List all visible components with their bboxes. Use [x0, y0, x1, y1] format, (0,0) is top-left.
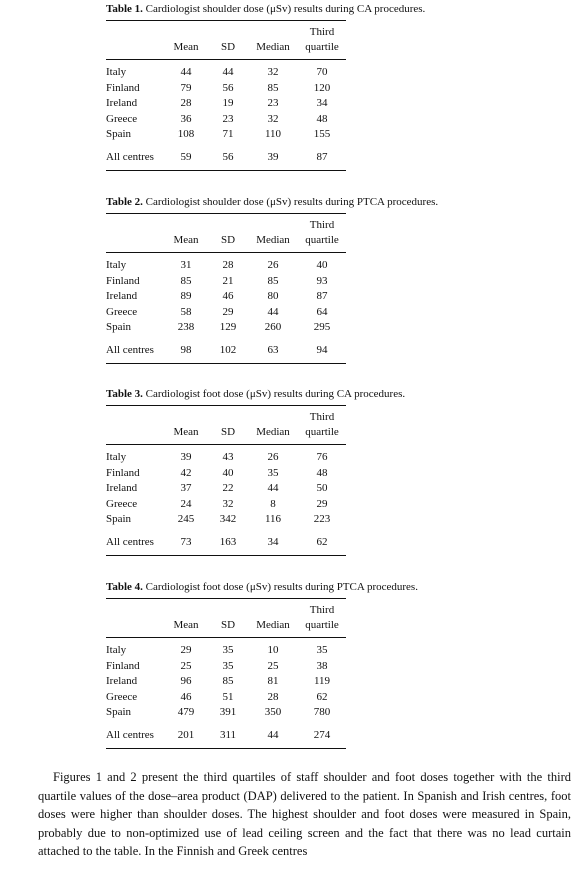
table-row [106, 320, 346, 336]
table-row [106, 674, 346, 690]
cell-sd: 102 [219, 343, 237, 356]
cell-sd: 342 [219, 513, 237, 525]
cell-third-quartile: 93 [316, 274, 328, 287]
table-row [106, 659, 346, 675]
row-label: Italy [106, 445, 164, 466]
col-header-quartile: quartile [305, 41, 339, 53]
table-row [106, 466, 346, 482]
table-label: Table 3. [106, 388, 143, 400]
data-table [106, 21, 346, 165]
cell-third-quartile: 70 [298, 60, 346, 81]
table-bottom-rule [106, 363, 346, 364]
table-row [106, 112, 346, 128]
cell-median: 116 [264, 513, 282, 525]
row-label: Greece [106, 305, 138, 318]
cell-mean: 85 [180, 274, 192, 287]
row-label: Italy [106, 638, 164, 659]
row-label: Spain [106, 513, 132, 525]
row-label: Ireland [106, 97, 138, 109]
data-table [106, 406, 346, 550]
cell-sd: 391 [219, 706, 237, 718]
cell-median: 44 [267, 305, 279, 318]
cell-mean: 31 [164, 253, 208, 274]
table-2 [106, 195, 439, 364]
cell-mean: 201 [177, 728, 195, 741]
cell-third-quartile: 35 [298, 638, 346, 659]
row-label-header [106, 599, 164, 638]
col-header-third: Third [309, 604, 335, 616]
table-row [106, 81, 346, 97]
row-label: Finland [106, 659, 140, 672]
cell-mean: 44 [164, 60, 208, 81]
cell-third-quartile: 29 [316, 497, 328, 510]
cell-mean: 245 [177, 513, 195, 525]
row-label: Spain [106, 706, 132, 718]
table-title: Cardiologist shoulder dose (μSv) results during PTCA procedures. [145, 196, 439, 208]
table-row [106, 60, 346, 81]
cell-median: 32 [248, 60, 298, 81]
cell-mean: 29 [164, 638, 208, 659]
row-label: Italy [106, 253, 164, 274]
cell-sd: 22 [222, 482, 234, 494]
col-header-quartile: quartile [305, 619, 339, 631]
col-header-quartile: quartile [305, 234, 339, 246]
cell-median: 260 [264, 321, 282, 333]
paragraph: Figures 1 and 2 present the third quartiles of staff shoulder and foot doses together with the third quartile values of the dose–area product (DAP) delivered to the patient. In Spanish and Irish centres, foot doses were higher than shoulder doses. The highest shoulder and foot doses were measured in Spain, probably due to non-optimized use of lead ceiling screen and the fact that there was no lead curtain attached to the table. In the Finnish and Greek centres [38, 770, 571, 859]
cell-mean: 479 [177, 706, 195, 718]
table-bottom-rule [106, 170, 346, 171]
row-label: Ireland [106, 675, 138, 687]
table-bottom-rule [106, 555, 346, 556]
cell-third-quartile: 50 [316, 482, 328, 494]
row-label: Spain [106, 321, 132, 333]
cell-mean: 25 [180, 659, 192, 672]
cell-third-quartile: 40 [298, 253, 346, 274]
cell-mean: 238 [177, 321, 195, 333]
row-label: Ireland [106, 482, 138, 494]
cell-mean: 37 [180, 482, 192, 494]
cell-sd: 29 [222, 305, 234, 318]
table-row [106, 705, 346, 721]
cell-third-quartile: 62 [316, 690, 328, 703]
table-row [106, 445, 346, 466]
table-total-row [106, 150, 346, 166]
cell-median: 10 [248, 638, 298, 659]
body-text [38, 768, 571, 861]
col-header-mean: Mean [173, 618, 199, 631]
table-spacer [106, 721, 346, 728]
table-row [106, 253, 346, 274]
table-spacer [106, 528, 346, 535]
col-header-median: Median [256, 40, 290, 53]
table-header-row [106, 21, 346, 60]
table-header-row [106, 406, 346, 445]
table-1 [106, 2, 426, 171]
cell-third-quartile: 48 [316, 112, 328, 125]
row-label: Spain [106, 128, 132, 140]
table-row [106, 512, 346, 528]
table-row [106, 497, 346, 513]
cell-median: 63 [267, 343, 279, 356]
cell-third-quartile: 155 [313, 128, 331, 140]
cell-mean: 46 [180, 690, 192, 703]
cell-sd: 44 [208, 60, 248, 81]
table-caption [106, 195, 439, 209]
table-row [106, 127, 346, 143]
table-title: Cardiologist foot dose (μSv) results during PTCA procedures. [145, 581, 418, 593]
data-table [106, 599, 346, 743]
cell-sd: 71 [222, 128, 234, 140]
cell-sd: 35 [222, 659, 234, 672]
cell-median: 25 [267, 659, 279, 672]
data-table [106, 214, 346, 358]
table-row [106, 638, 346, 659]
row-label: Greece [106, 112, 138, 125]
row-label: All centres [106, 535, 154, 548]
cell-median: 80 [267, 290, 279, 302]
col-header-median: Median [256, 618, 290, 631]
table-row [106, 289, 346, 305]
cell-median: 110 [264, 128, 282, 140]
table-spacer [106, 143, 346, 150]
col-header-third: Third [309, 26, 335, 38]
cell-sd: 19 [222, 97, 234, 109]
col-header-mean: Mean [173, 233, 199, 246]
cell-median: 8 [270, 497, 276, 510]
cell-sd: 46 [222, 290, 234, 302]
cell-third-quartile: 120 [313, 81, 331, 94]
table-total-row [106, 535, 346, 551]
cell-mean: 59 [180, 150, 192, 163]
cell-sd: 163 [219, 535, 237, 548]
cell-median: 350 [264, 706, 282, 718]
table-3 [106, 387, 406, 556]
cell-mean: 96 [180, 675, 192, 687]
cell-third-quartile: 223 [313, 513, 331, 525]
table-title: Cardiologist foot dose (μSv) results during CA procedures. [145, 388, 406, 400]
cell-third-quartile: 119 [313, 675, 331, 687]
cell-third-quartile: 38 [316, 659, 328, 672]
cell-median: 85 [267, 274, 279, 287]
cell-sd: 40 [222, 466, 234, 479]
col-header-sd: SD [220, 425, 236, 438]
cell-median: 81 [267, 675, 279, 687]
col-header-mean: Mean [173, 425, 199, 438]
cell-sd: 85 [222, 675, 234, 687]
table-header-row [106, 214, 346, 253]
row-label-header [106, 21, 164, 60]
cell-mean: 89 [180, 290, 192, 302]
col-header-mean: Mean [173, 40, 199, 53]
row-label: All centres [106, 343, 154, 356]
col-header-sd: SD [220, 618, 236, 631]
table-total-row [106, 728, 346, 744]
row-label: Finland [106, 81, 140, 94]
cell-median: 23 [267, 97, 279, 109]
cell-mean: 73 [180, 535, 192, 548]
cell-median: 34 [267, 535, 279, 548]
cell-sd: 35 [208, 638, 248, 659]
col-header-sd: SD [220, 40, 236, 53]
cell-third-quartile: 274 [313, 728, 331, 741]
cell-third-quartile: 94 [316, 343, 328, 356]
row-label: Finland [106, 466, 140, 479]
col-header-third: Third [309, 411, 335, 423]
table-bottom-rule [106, 748, 346, 749]
row-label: Ireland [106, 290, 138, 302]
cell-median: 35 [267, 466, 279, 479]
cell-mean: 79 [180, 81, 192, 94]
cell-sd: 32 [222, 497, 234, 510]
cell-third-quartile: 87 [316, 290, 328, 302]
cell-sd: 129 [219, 321, 237, 333]
table-label: Table 4. [106, 581, 143, 593]
cell-median: 26 [248, 253, 298, 274]
table-row [106, 481, 346, 497]
table-title: Cardiologist shoulder dose (μSv) results during CA procedures. [145, 3, 426, 15]
cell-third-quartile: 76 [298, 445, 346, 466]
cell-mean: 58 [180, 305, 192, 318]
col-header-median: Median [256, 425, 290, 438]
table-label: Table 2. [106, 196, 143, 208]
table-row [106, 96, 346, 112]
col-header-median: Median [256, 233, 290, 246]
cell-median: 44 [267, 482, 279, 494]
cell-third-quartile: 780 [313, 706, 331, 718]
cell-third-quartile: 62 [316, 535, 328, 548]
col-header-third: Third [309, 219, 335, 231]
cell-sd: 56 [222, 81, 234, 94]
row-label: Greece [106, 497, 138, 510]
table-caption [106, 580, 418, 594]
table-caption [106, 2, 426, 16]
cell-mean: 24 [180, 497, 192, 510]
col-header-third-quartile [298, 599, 346, 638]
table-4 [106, 580, 418, 749]
cell-third-quartile: 87 [316, 150, 328, 163]
cell-median: 85 [267, 81, 279, 94]
cell-mean: 36 [180, 112, 192, 125]
cell-mean: 98 [180, 343, 192, 356]
table-row [106, 690, 346, 706]
row-label: Greece [106, 690, 138, 703]
row-label-header [106, 214, 164, 253]
table-spacer [106, 336, 346, 343]
cell-third-quartile: 34 [316, 97, 328, 109]
cell-median: 39 [267, 150, 279, 163]
cell-sd: 43 [208, 445, 248, 466]
table-row [106, 274, 346, 290]
cell-sd: 311 [219, 728, 237, 741]
row-label-header [106, 406, 164, 445]
cell-third-quartile: 48 [316, 466, 328, 479]
col-header-third-quartile [298, 406, 346, 445]
table-caption [106, 387, 406, 401]
col-header-sd: SD [220, 233, 236, 246]
row-label: All centres [106, 150, 154, 163]
cell-mean: 108 [177, 128, 195, 140]
cell-third-quartile: 295 [313, 321, 331, 333]
col-header-third-quartile [298, 214, 346, 253]
cell-median: 44 [267, 728, 279, 741]
row-label: All centres [106, 728, 154, 741]
cell-sd: 28 [208, 253, 248, 274]
row-label: Italy [106, 60, 164, 81]
col-header-third-quartile [298, 21, 346, 60]
cell-mean: 42 [180, 466, 192, 479]
col-header-quartile: quartile [305, 426, 339, 438]
table-row [106, 305, 346, 321]
table-total-row [106, 343, 346, 359]
cell-sd: 23 [222, 112, 234, 125]
cell-mean: 39 [164, 445, 208, 466]
cell-sd: 51 [222, 690, 234, 703]
cell-median: 32 [267, 112, 279, 125]
cell-mean: 28 [180, 97, 192, 109]
cell-median: 28 [267, 690, 279, 703]
table-label: Table 1. [106, 3, 143, 15]
cell-sd: 56 [222, 150, 234, 163]
cell-median: 26 [248, 445, 298, 466]
row-label: Finland [106, 274, 140, 287]
cell-third-quartile: 64 [316, 305, 328, 318]
cell-sd: 21 [222, 274, 234, 287]
table-header-row [106, 599, 346, 638]
